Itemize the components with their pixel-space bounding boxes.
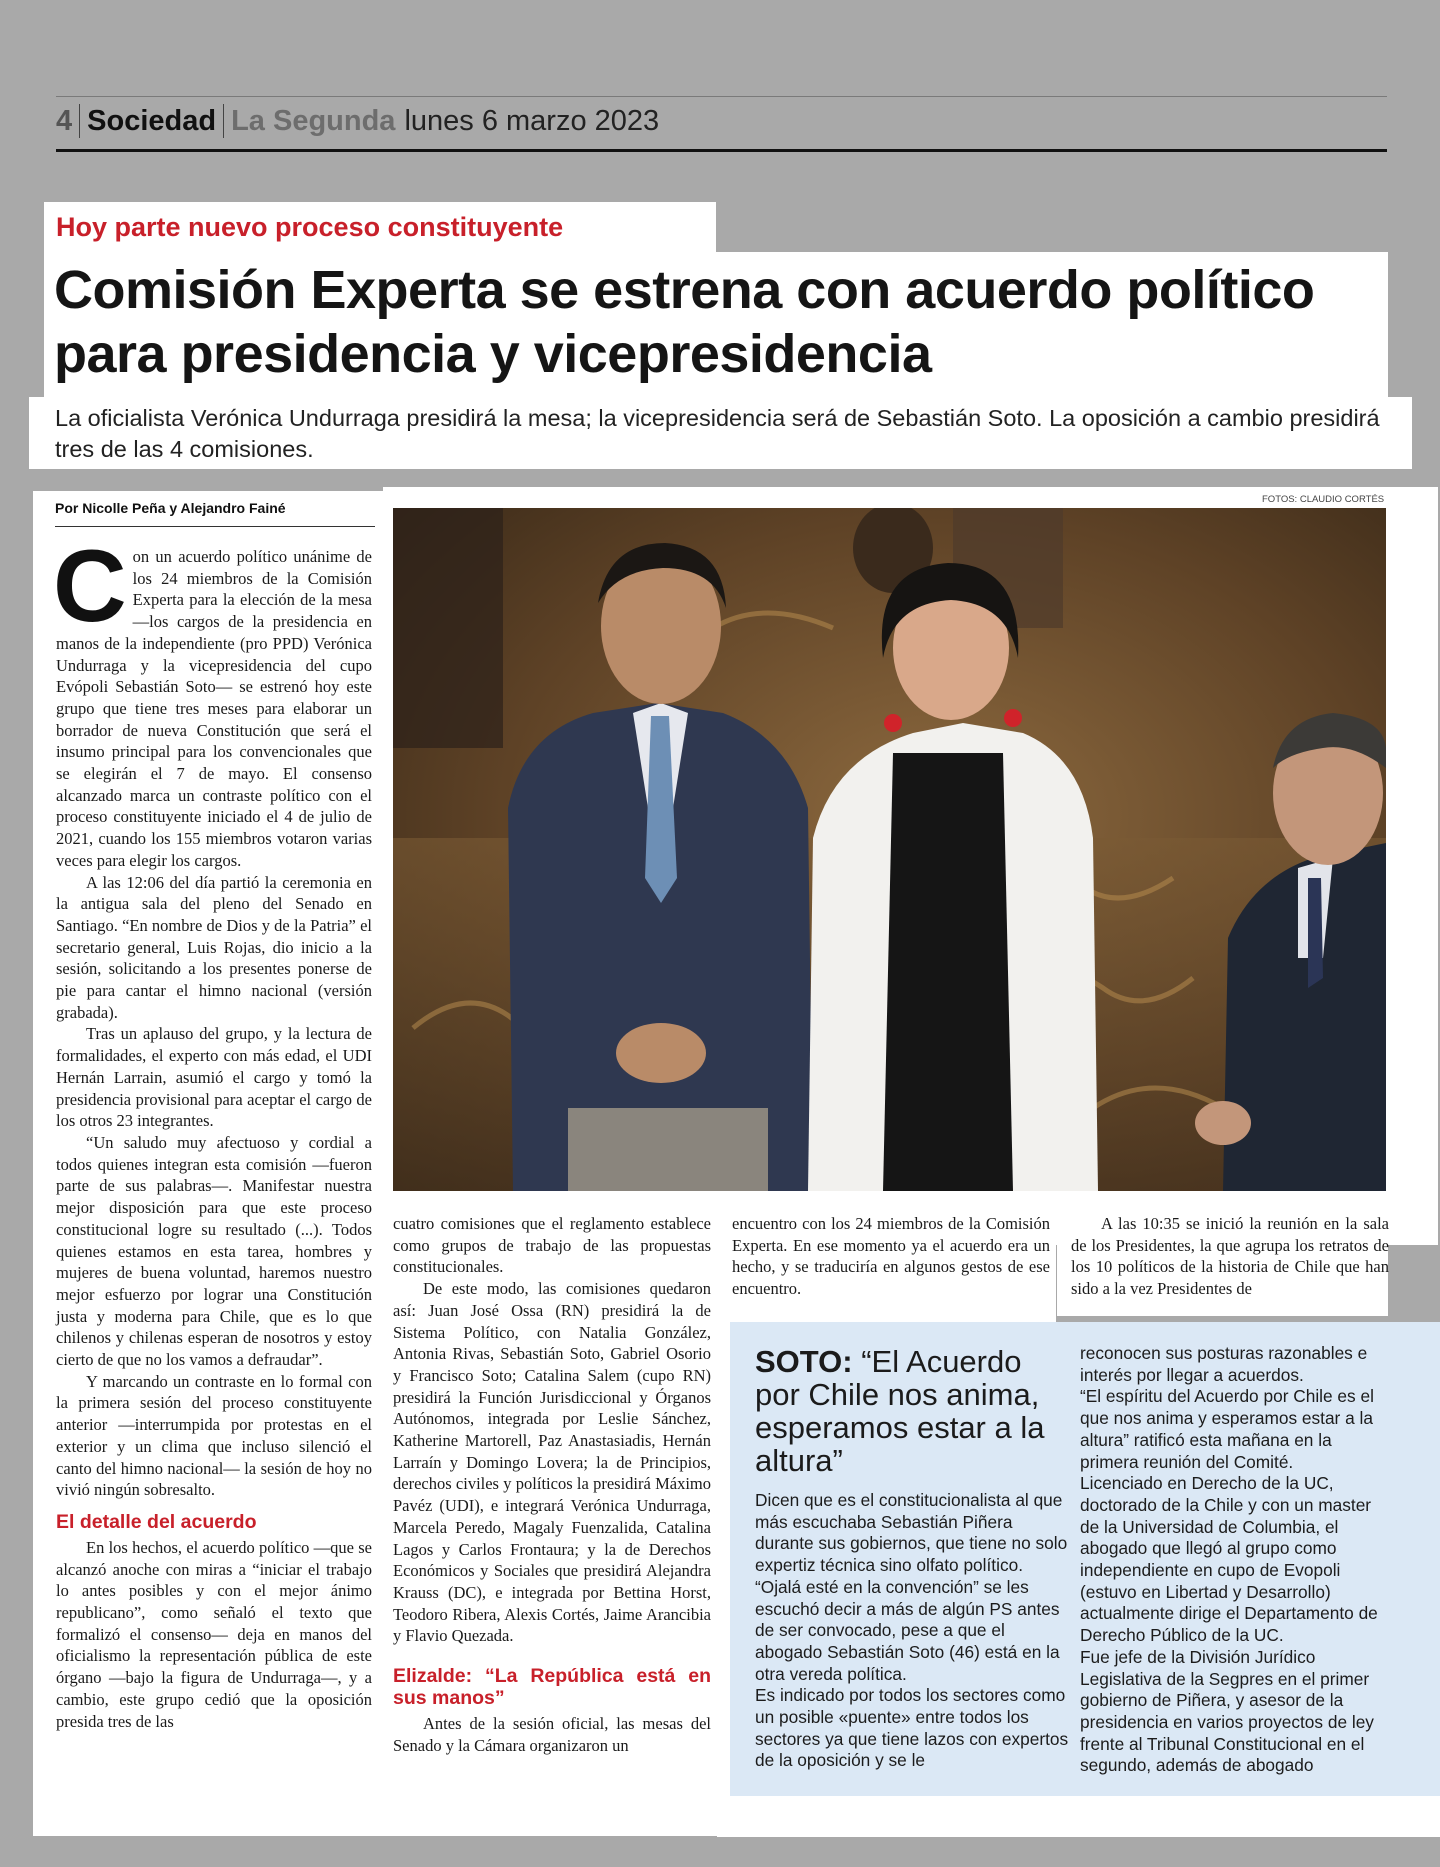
masthead-divider [79, 104, 80, 138]
subheading: Elizalde: “La República está en sus manos” [393, 1665, 711, 1710]
byline: Por Nicolle Peña y Alejandro Fainé [55, 500, 286, 516]
section-name: Sociedad [87, 104, 217, 137]
news-photo [393, 508, 1386, 1191]
article-paragraph: A las 12:06 del día partió la ceremonia en la antigua sala del pleno del Senado en Santiago. “En nombre de Dios y de la Patria” el secretario general, Luis Rojas, dio inicio a la sesión, solicitando a los presentes ponerse de pie para cantar el himno nacional (versión grabada). [56, 872, 372, 1022]
article-paragraph: Tras un aplauso del grupo, y la lectura de formalidades, el experto con más edad, el UDI Hernán Larrain, asumió el cargo y tomó la presidencia provisional para aceptar el cargo de los otros 23 integrantes. [56, 1024, 372, 1131]
article-paragraph: “Un saludo muy afectuoso y cordial a todos quienes integran esta comisión —fueron parte de sus palabras—. Manifestar nuestra mejor disposición para que este proceso constitucional logre su resultado (...). Todos quienes estamos en esta tarea, hombres y mujeres de buena voluntad, haremos nuestro mejor esfuerzo por lograr una Constitución justa y moderna para Chile, que es lo que chilenos y chilenas esperan de nosotros y estoy cierto de que no los vamos a defraudar”. [56, 1132, 372, 1370]
sidebar-paragraph: Fue jefe de la División Jurídico Legislativa de la Segpres en el primer gobierno de Piñera, y asesor de la presidencia en varios proyectos de ley frente al Tribunal Constitucional en el segundo, además de abogado [1080, 1646, 1374, 1776]
page-number: 4 [56, 104, 73, 137]
masthead-divider [223, 104, 224, 138]
sidebar-paragraph: “El espíritu del Acuerdo por Chile es el que nos anima y esperamos estar a la altura” ratificó esta mañana en la primera reunión del Comité. [1080, 1386, 1374, 1472]
sidebar-title-quote: “El Acuerdo por Chile nos anima, esperamos estar a la altura” [755, 1344, 1045, 1478]
article-column-1 [53, 529, 372, 1732]
article-paragraph: A las 10:35 se inició la reunión en la sala de los Presidentes, la que agrupa los retratos de los 10 políticos de la historia de Chile que han sido a la vez Presidentes de [1071, 1214, 1389, 1299]
article-paragraph: Antes de la sesión oficial, las mesas del Senado y la Cámara organizaron un [393, 1714, 711, 1755]
masthead [56, 100, 659, 142]
sidebar-paragraph: reconocen sus posturas razonables e interés por llegar a acuerdos. [1080, 1343, 1368, 1385]
deck: La oficialista Verónica Undurraga presidirá la mesa; la vicepresidencia será de Sebastián Soto. La oposición a cambio presidirá tres de las 4 comisiones. [55, 405, 1380, 462]
subheading: El detalle del acuerdo [56, 1510, 257, 1533]
paragraph-text: on un acuerdo político unánime de los 24 miembros de la Comisión Experta para la elección de la mesa —los cargos de la presidencia en manos de la independiente (pro PPD) Verónica Undurraga y la vicepresidencia del cupo Evópoli Sebastián Soto— se estrenó hoy este grupo que tiene tres meses para elaborar un borrador de nueva Constitución que será el insumo principal para los convencionales que se elegirán el 7 de mayo. El consenso alcanzado marca un contraste político con el proceso constituyente iniciado el 4 de julio de 2021, cuando los 155 miembros votaron varias veces para elegir los cargos. [56, 547, 372, 870]
photo-credit: FOTOS: CLAUDIO CORTÉS [1262, 494, 1385, 505]
masthead-bottom-rule [56, 149, 1387, 152]
issue-date: lunes 6 marzo 2023 [404, 104, 660, 137]
masthead-top-rule [56, 96, 1387, 97]
newspaper-name: La Segunda [231, 104, 396, 137]
sidebar-column-left [755, 1490, 1069, 1772]
sidebar-column-right [1080, 1343, 1390, 1777]
sidebar-title [755, 1345, 1055, 1477]
article-column-4 [1071, 1213, 1389, 1300]
byline-rule [55, 526, 375, 527]
kicker: Hoy parte nuevo proceso constituyente [56, 212, 564, 242]
article-paragraph: En los hechos, el acuerdo político —que se alcanzó anoche con miras a “iniciar el trabajo lo antes posibles y con el mejor ánimo republicano”, como señaló el texto que formalizó el consenso— deja en manos del oficialismo la representación pública de este órgano —bajo la figura de Undurraga—, y a cambio, este grupo cedió que la oposición presida tres de las [56, 1537, 372, 1731]
article-column-2 [393, 1213, 711, 1756]
sidebar-paragraph: Dicen que es el constitucionalista al que más escuchaba Sebastián Piñera durante sus gobiernos, que tiene no solo expertiz técnica sino olfato político. “Ojalá esté en la convención” se les escuchó decir a más de algún PS antes de ser convocado, pese a que el abogado Sebastián Soto (46) está en la otra vereda política. [755, 1490, 1068, 1684]
article-paragraph: De este modo, las comisiones quedaron así: Juan José Ossa (RN) presidirá la de Sistema Político, con Natalia González, Antonia Rivas, Sebastián Soto, Gabriel Osorio y Francisco Soto; Catalina Salem (cupo RN) presidirá la Función Jurisdiccional y Órganos Autónomos, integrada por Leslie Sánchez, Katherine Martorell, Paz Anastasiadis, Hernán Larraín y Domingo Lovera; la de Principios, derechos civiles y políticos la presidirá Máximo Pavéz (UDI), e integrará Verónica Undurraga, Marcela Peredo, Magaly Fuenzalida, Catalina Lagos y Carlos Frontaura; y la de Derechos Económicos y Sociales que presidirá Alejandra Krauss (DC), e integrada por Bettina Horst, Teodoro Ribera, Alexis Cortés, Jaime Arancibia y Flavio Quezada. [393, 1279, 711, 1646]
article-paragraph: Y marcando un contraste en lo formal con la primera sesión del proceso constituyente anterior —interrumpida por protestas en el exterior y un clima que incluso silenció el canto del himno nacional— la sesión de hoy no vivió ningún sobresalto. [56, 1371, 372, 1500]
article-paragraph: cuatro comisiones que el reglamento establece como grupos de trabajo de las propuestas constitucionales. [393, 1214, 711, 1277]
sidebar-title-name: SOTO: [755, 1344, 853, 1379]
sidebar-paragraph: Es indicado por todos los sectores como un posible «puente» entre todos los sectores ya que tiene lazos con expertos de la oposición y se le [755, 1685, 1069, 1771]
article-paragraph: encuentro con los 24 miembros de la Comisión Experta. En ese momento ya el acuerdo era un hecho, y se traduciría en algunos gestos de ese encuentro. [732, 1214, 1050, 1299]
drop-cap: C [53, 529, 127, 643]
sidebar-paragraph: Licenciado en Derecho de la UC, doctorado de la Chile y con un master de la Universidad de Columbia, el abogado que llegó al grupo como independiente en cupo de Evopoli (estuvo en Libertad y Desarrollo) actualmente dirige el Departamento de Derecho Público de la UC. [1080, 1473, 1378, 1646]
headline: Comisión Experta se estrena con acuerdo político para presidencia y vicepresidencia [54, 260, 1315, 384]
article-paragraph [53, 529, 372, 872]
article-column-3 [732, 1213, 1050, 1300]
